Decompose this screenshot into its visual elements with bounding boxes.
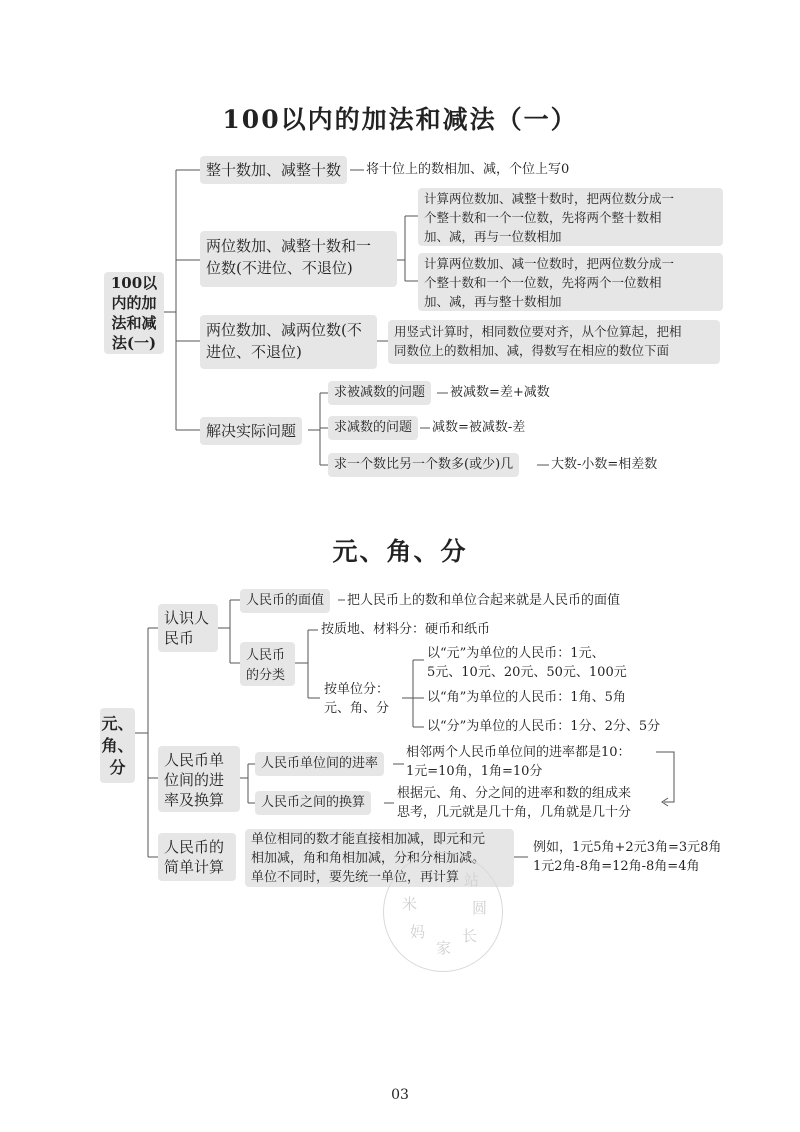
section-title-money: 元、角、分 <box>332 537 468 566</box>
stamp-char: 圆 <box>472 899 488 917</box>
node-find-minuend: 求被减数的问题 <box>328 381 431 405</box>
stamp-char: 长 <box>462 927 478 945</box>
desc-line: 以“元”为单位的人民币：1元、 <box>427 646 605 661</box>
section-title-addition: 100以内的加法和减法（一） <box>222 105 578 134</box>
desc-rmb-face-value: 把人民币上的数和单位合起来就是人民币的面值 <box>347 593 621 608</box>
stamp-char: 站 <box>464 871 480 889</box>
root-node-money: 元、 角、 分 <box>100 708 135 783</box>
root-node-addition: 100以 内的加 法和减 法(一) <box>104 272 164 354</box>
node-two-digit-add-tens <box>200 231 397 287</box>
desc-yuan-units <box>427 644 627 682</box>
node-label-line: 进位、不退位) <box>206 343 302 361</box>
node-know-rmb: 认识人 民币 <box>158 604 218 652</box>
example-line: 1元2角-8角=12角-8角=4角 <box>533 859 700 874</box>
desc-line: 计算两位数加、减整十数时，把两位数分成一 <box>424 191 675 206</box>
node-find-subtrahend: 求减数的问题 <box>328 416 418 440</box>
node-label-line: 两位数加、减两位数(不 <box>206 321 362 339</box>
desc-line: 用竖式计算时，相同数位要对齐，从个位算起，把相 <box>394 324 682 339</box>
desc-line: 个整十数和一个一位数，先将两个一位数相 <box>424 275 662 290</box>
formula-subtrahend: 减数=被减数-差 <box>432 420 526 435</box>
example-line: 例如，1元5角+2元3角=3元8角 <box>533 840 722 855</box>
node-rmb-conversion: 人民币之间的换算 <box>255 791 371 815</box>
node-word-problems: 解决实际问题 <box>200 417 302 445</box>
node-rmb-face-value: 人民币的面值 <box>240 589 330 613</box>
desc-by-unit: 按单位分： 元、角、分 <box>324 682 390 716</box>
stamp-char: 米 <box>402 895 418 913</box>
formula-difference: 大数-小数=相差数 <box>551 457 658 472</box>
node-rmb-classification: 人民币 的分类 <box>240 642 295 686</box>
desc-line: 根据元、角、分之间的进率和数的组成来 <box>397 786 632 801</box>
node-find-difference: 求一个数比另一个数多(或少)几 <box>328 453 519 477</box>
formula-minuend: 被减数=差+减数 <box>450 385 550 400</box>
watermark-stamp <box>383 852 503 972</box>
desc-line: 个整十数和一个一位数，先将两个整十数相 <box>424 210 662 225</box>
stamp-char: 妈 <box>410 923 426 941</box>
desc-line: 单位相同的数才能直接相加减，即元和元 <box>251 832 486 847</box>
desc-line: 思考，几元就是几十角，几角就是几十分 <box>397 805 632 820</box>
desc-line: 计算两位数加、减一位数时，把两位数分成一 <box>424 256 675 271</box>
desc-line: 加、减，再与整十数相加 <box>424 294 562 309</box>
example-rmb-calc <box>533 838 721 876</box>
desc-fen-units: 以“分”为单位的人民币：1分、2分、5分 <box>427 719 661 734</box>
desc-line: 1元=10角，1角=10分 <box>406 764 543 779</box>
node-label-line: 两位数加、减整十数和一 <box>206 237 372 255</box>
desc-jiao-units: 以“角”为单位的人民币：1角、5角 <box>427 690 626 705</box>
node-rmb-rate-conversion: 人民币单 位间的进 率及换算 <box>158 746 240 812</box>
desc-line: 同数位上的数相加、减，得数写在相应的数位下面 <box>394 343 670 358</box>
desc-by-material: 按质地、材料分：硬币和纸币 <box>321 622 491 637</box>
stamp-char: 家 <box>436 939 452 957</box>
desc-two-digit-add-two-digit <box>388 320 720 364</box>
node-rmb-unit-rate: 人民币单位间的进率 <box>255 752 384 776</box>
desc-rmb-conversion <box>397 784 631 822</box>
desc-rmb-unit-rate <box>406 743 631 781</box>
desc-two-digit-add-tens <box>418 188 723 246</box>
desc-line: 相邻两个人民币单位间的进率都是10： <box>406 745 631 760</box>
desc-line: 相加减，角和角相加减，分和分相加减。 <box>251 851 486 866</box>
page-number: 03 <box>391 1087 409 1103</box>
desc-line: 5元、10元、20元、50元、100元 <box>427 665 627 680</box>
node-tens-add-sub: 整十数加、减整十数 <box>200 156 347 184</box>
node-label-line: 位数(不进位、不退位) <box>206 259 353 277</box>
desc-line: 加、减，再与一位数相加 <box>424 229 562 244</box>
desc-line: 单位不同时，要先统一单位，再计算 <box>251 870 460 885</box>
desc-two-digit-add-ones <box>418 253 723 311</box>
desc-tens-add-sub: 将十位上的数相加、减，个位上写0 <box>366 162 570 177</box>
node-two-digit-add-two-digit <box>200 315 377 369</box>
node-rmb-simple-calc: 人民币的 简单计算 <box>158 833 236 881</box>
